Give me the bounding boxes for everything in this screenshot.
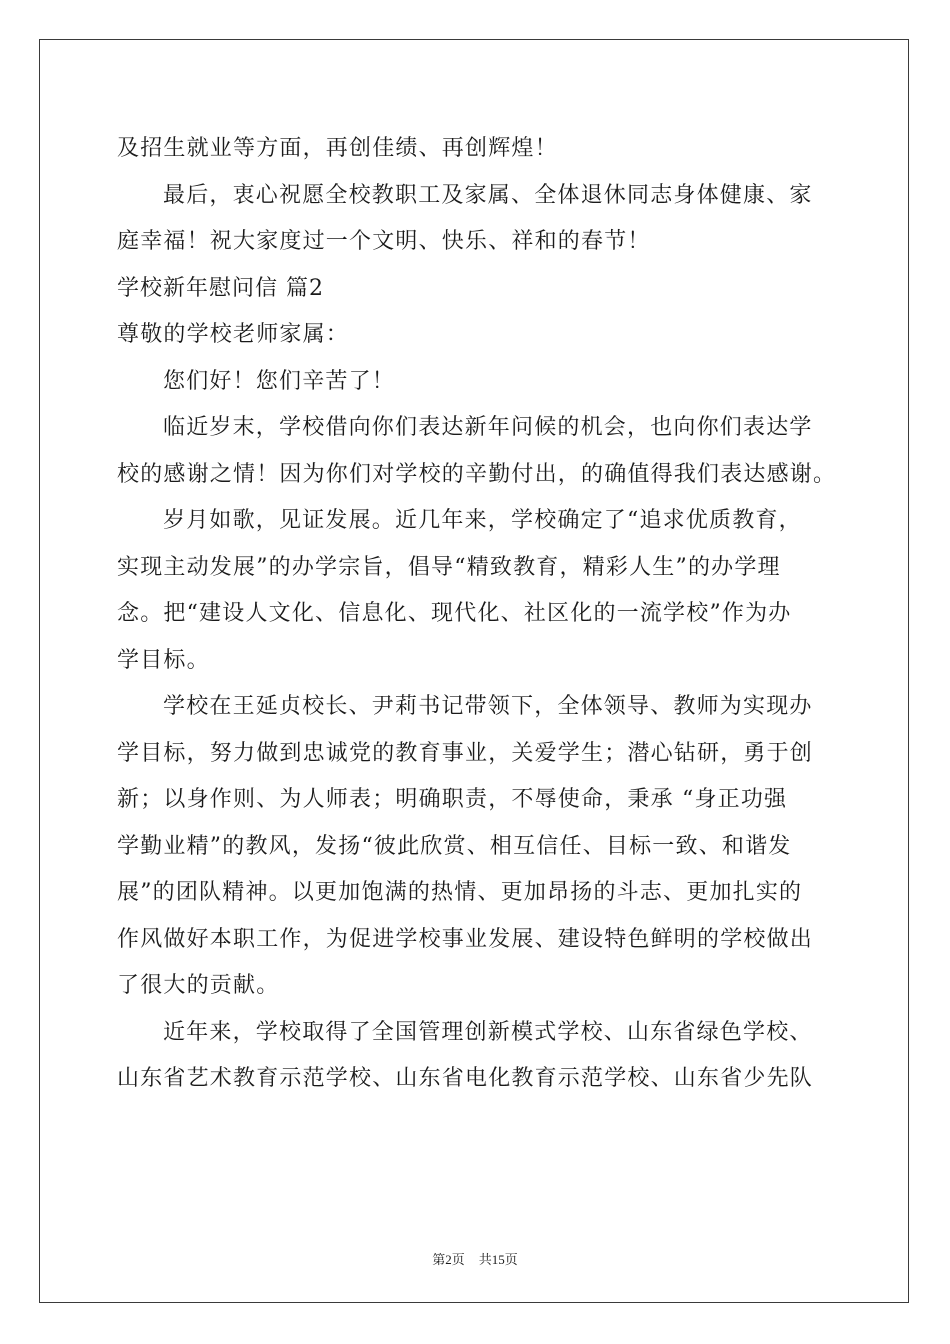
text-line: 您们好！您们辛苦了！ [163,368,396,394]
text-line: 岁月如歌，见证发展。近几年来，学校确定了“追求优质教育， [163,508,802,533]
page-number: 第2页 [432,1252,465,1267]
text-line: 学校在王延贞校长、尹莉书记带领下，全体领导、教师为实现办 [163,694,813,719]
text-line: 新；以身作则、为人师表；明确职责，不辱使命，秉承 “身正功强 [117,787,788,812]
text-line: 临近岁末，学校借向你们表达新年问候的机会，也向你们表达学 [163,415,813,440]
page-total: 共15页 [478,1252,518,1267]
text-line: 校的感谢之情！因为你们对学校的辛勤付出，的确值得我们表达感谢。 [117,461,837,487]
page-footer [0,1249,950,1268]
text-line: 展”的团队精神。以更加饱满的热情、更加昂扬的斗志、更加扎实的 [117,880,803,905]
text-line: 学目标。 [117,647,210,673]
text-line: 及招生就业等方面，再创佳绩、再创辉煌！ [117,136,558,161]
text-line: 近年来，学校取得了全国管理创新模式学校、山东省绿色学校、 [163,1019,813,1045]
text-line: 了很大的贡献。 [117,973,280,998]
document-body [117,126,857,1103]
salutation: 尊敬的学校老师家属： [117,322,350,347]
text-line: 最后，衷心祝愿全校教职工及家属、全体退休同志身体健康、家 [163,182,813,208]
text-line: 庭幸福！祝大家度过一个文明、快乐、祥和的春节！ [117,229,651,254]
text-line: 作风做好本职工作，为促进学校事业发展、建设特色鲜明的学校做出 [117,926,814,952]
text-line: 实现主动发展”的办学宗旨，倡导“精致教育，精彩人生”的办学理 [117,554,781,580]
text-line: 念。把“建设人文化、信息化、现代化、社区化的一流学校”作为办 [117,601,792,626]
text-line: 学目标，努力做到忠诚党的教育事业，关爱学生；潜心钻研，勇于创 [117,740,814,766]
text-line: 学勤业精”的教风，发扬“彼此欣赏、相互信任、目标一致、和谐发 [117,833,792,859]
text-line: 山东省艺术教育示范学校、山东省电化教育示范学校、山东省少先队 [117,1066,814,1091]
section-heading: 学校新年慰问信 篇2 [117,275,324,301]
